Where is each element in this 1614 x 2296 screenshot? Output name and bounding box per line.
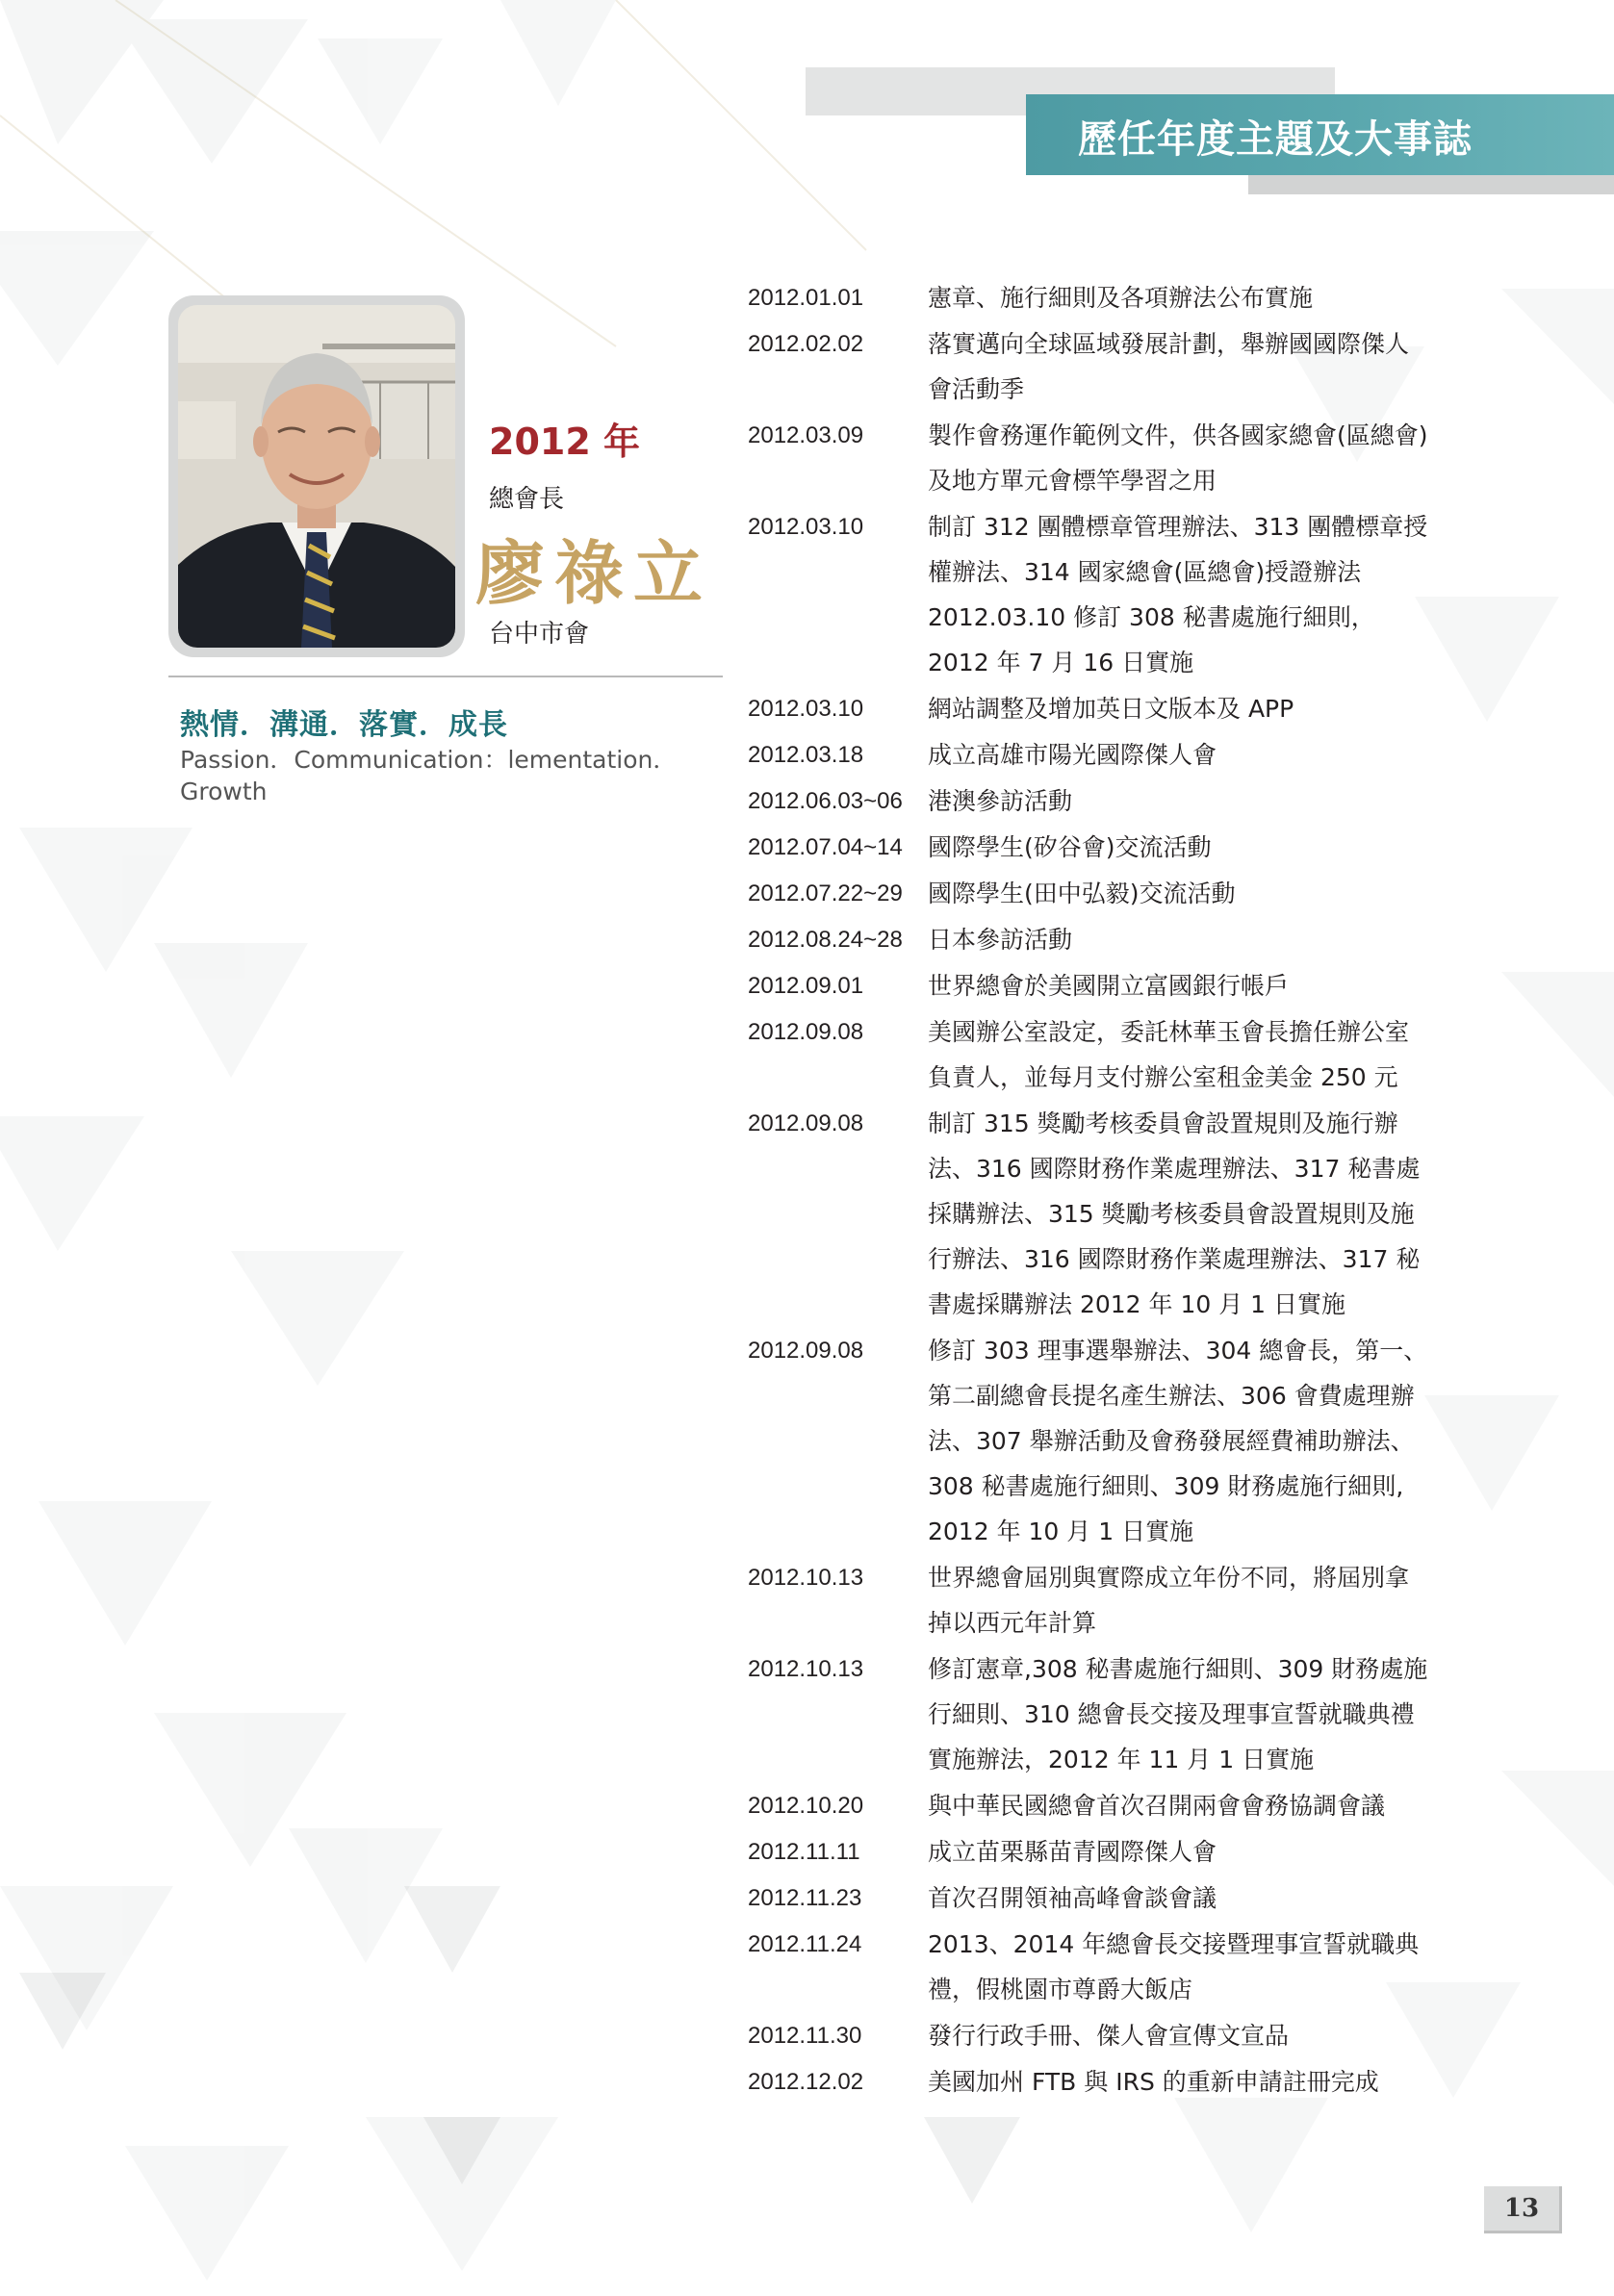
event-date: 2012.10.13 <box>748 1656 864 1682</box>
president-photo <box>178 305 455 648</box>
event-date: 2012.09.01 <box>748 973 864 999</box>
event-text: 網站調整及增加英日文版本及 APP <box>928 695 1294 723</box>
event-text: 憲章、施行細則及各項辦法公布實施 <box>928 284 1314 312</box>
event-text: 美國加州 FTB 與 IRS 的重新申請註冊完成 <box>928 2068 1379 2096</box>
event-text: 成立苗栗縣苗青國際傑人會 <box>928 1838 1217 1866</box>
event-date: 2012.03.18 <box>748 742 864 768</box>
event-date: 2012.11.30 <box>748 2023 862 2049</box>
role-label: 總會長 <box>489 485 565 514</box>
event-row <box>748 1555 1441 1645</box>
event-row <box>748 963 1441 1008</box>
motto-chinese: 熱情．溝通．落實．成長 <box>180 708 508 742</box>
event-date: 2012.08.24~28 <box>748 927 903 953</box>
event-date: 2012.01.01 <box>748 285 864 311</box>
event-row <box>748 1829 1441 1875</box>
event-row <box>748 871 1441 916</box>
event-text: 港澳參訪活動 <box>928 787 1073 815</box>
event-date: 2012.06.03~06 <box>748 788 903 814</box>
event-row <box>748 917 1441 962</box>
divider <box>168 676 723 677</box>
event-row <box>748 1101 1441 1327</box>
event-row <box>748 504 1441 685</box>
event-date: 2012.12.02 <box>748 2069 864 2095</box>
motto-english: Passion．Communication：lementation．Growth <box>180 746 678 805</box>
event-row <box>748 2059 1441 2105</box>
event-date: 2012.03.10 <box>748 514 864 540</box>
event-date: 2012.11.23 <box>748 1885 862 1911</box>
event-date: 2012.07.04~14 <box>748 834 903 860</box>
event-date: 2012.11.24 <box>748 1931 862 1957</box>
event-date: 2012.11.11 <box>748 1839 860 1865</box>
event-text: 制訂 312 團體標章管理辦法、313 團體標章授權辦法、314 國家總會(區總會)授證辦法 2012.03.10 修訂 308 秘書處施行細則，2012 年 7 月 16 日實施 <box>928 513 1428 676</box>
event-text: 美國辦公室設定，委託林華玉會長擔任辦公室負責人，並每月支付辦公室租金美金 250 元 <box>928 1018 1410 1091</box>
event-text: 發行行政手冊、傑人會宣傳文宣品 <box>928 2022 1290 2050</box>
event-date: 2012.03.10 <box>748 696 864 722</box>
event-date: 2012.09.08 <box>748 1110 864 1136</box>
event-row <box>748 2013 1441 2058</box>
event-row <box>748 778 1441 824</box>
event-row <box>748 1646 1441 1782</box>
event-row <box>748 413 1441 503</box>
event-text: 世界總會屆別與實際成立年份不同，將屆別拿掉以西元年計算 <box>928 1564 1410 1637</box>
event-date: 2012.09.08 <box>748 1338 864 1364</box>
event-text: 2013、2014 年總會長交接暨理事宣誓就職典禮，假桃園市尊爵大飯店 <box>928 1930 1420 2003</box>
event-row <box>748 732 1441 778</box>
event-date: 2012.03.09 <box>748 422 864 448</box>
event-row <box>748 1875 1441 1921</box>
term-year: 2012 年 <box>489 421 640 463</box>
event-row <box>748 1922 1441 2012</box>
event-date: 2012.07.22~29 <box>748 880 903 906</box>
event-date: 2012.10.13 <box>748 1565 864 1591</box>
event-text: 制訂 315 獎勵考核委員會設置規則及施行辦法、316 國際財務作業處理辦法、317 秘書處 採購辦法、315 獎勵考核委員會設置規則及施 行辦法、316 國際財務作業處理辦法、317 秘 書處採購辦法 2012 年 10 月 1 日實施 <box>928 1110 1421 1318</box>
event-row <box>748 1328 1441 1554</box>
event-text: 國際學生(矽谷會)交流活動 <box>928 833 1212 861</box>
club-name: 台中市會 <box>489 620 590 649</box>
event-text: 落實邁向全球區域發展計劃，舉辦國國際傑人會活動季 <box>928 330 1410 403</box>
event-text: 世界總會於美國開立富國銀行帳戶 <box>928 972 1290 1000</box>
event-text: 首次召開領袖高峰會談會議 <box>928 1884 1217 1912</box>
event-text: 修訂 303 理事選舉辦法、304 總會長，第一、 第二副總會長提名產生辦法、306 會費處理辦法、307 舉辦活動及會務發展經費補助辦法、 308 秘書處施行細則、309 財務處施行細則, 2012 年 10 月 1 日實施 <box>928 1337 1428 1545</box>
event-row <box>748 275 1441 320</box>
event-text: 修訂憲章,308 秘書處施行細則、309 財務處施行細則、310 總會長交接及理事宣誓就職典禮實施辦法，2012 年 11 月 1 日實施 <box>928 1655 1428 1773</box>
event-text: 成立高雄市陽光國際傑人會 <box>928 741 1217 769</box>
event-text: 製作會務運作範例文件，供各國家總會(區總會)及地方單元會標竿學習之用 <box>928 421 1428 495</box>
event-row <box>748 1783 1441 1828</box>
event-row <box>748 321 1441 412</box>
events-list <box>748 275 1441 2105</box>
event-date: 2012.09.08 <box>748 1019 864 1045</box>
president-name: 廖祿立 <box>475 532 713 614</box>
event-date: 2012.10.20 <box>748 1793 864 1819</box>
event-date: 2012.02.02 <box>748 331 864 357</box>
event-text: 與中華民國總會首次召開兩會會務協調會議 <box>928 1792 1386 1820</box>
page-title: 歷任年度主題及大事誌 <box>1078 117 1473 162</box>
event-row <box>748 1009 1441 1100</box>
event-row <box>748 825 1441 870</box>
event-text: 日本參訪活動 <box>928 926 1073 954</box>
event-row <box>748 686 1441 731</box>
event-text: 國際學生(田中弘毅)交流活動 <box>928 880 1236 907</box>
page-number: 13 <box>1503 2194 1540 2223</box>
